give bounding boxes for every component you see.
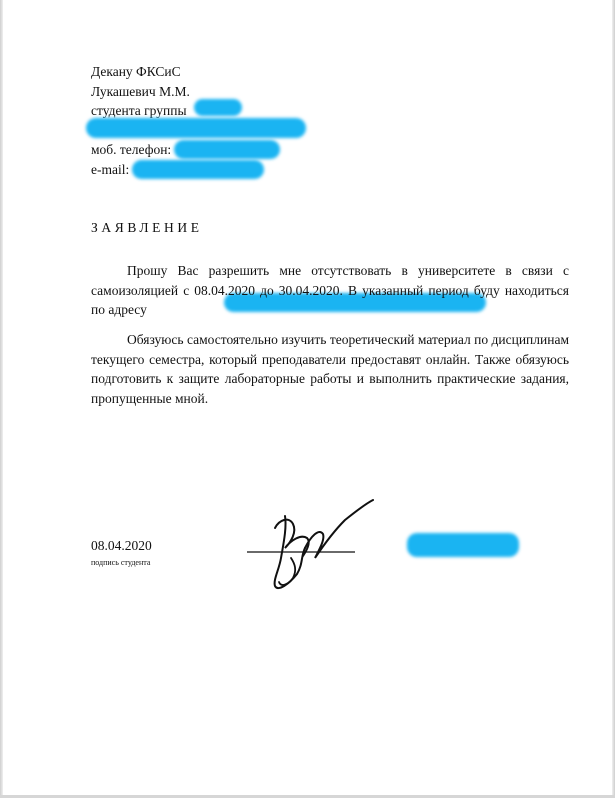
page-edge-left — [0, 0, 3, 798]
document-title: ЗАЯВЛЕНИЕ — [91, 220, 203, 235]
student-group-label: студента группы — [91, 103, 187, 118]
request-text: Прошу Вас разрешить мне отсутствовать в университете в связи с самоизоляцией с 08.04.2020 до 30.04.2020. В указанный период буду находиться по адресу — [91, 263, 569, 317]
addressee-dean: Декану ФКСиС — [91, 64, 181, 79]
redaction-email — [132, 160, 264, 179]
commitment-paragraph — [91, 330, 569, 408]
redaction-group — [194, 99, 242, 116]
document-date: 08.04.2020 — [91, 538, 152, 553]
email-label: e-mail: — [91, 161, 130, 177]
redaction-phone — [174, 140, 280, 159]
redaction-student-name — [86, 118, 306, 138]
request-paragraph — [91, 261, 569, 320]
handwritten-signature — [245, 498, 385, 598]
signature-caption: подпись студента — [91, 558, 151, 567]
phone-label: моб. телефон: — [91, 142, 172, 157]
addressee-name: Лукашевич М.М. — [91, 83, 190, 99]
commitment-text: Обязуюсь самостоятельно изучить теоретический материал по дисциплинам текущего семестра, который преподаватели предоставят онлайн. Также обязуюсь подготовить к защите лабораторные работы и выполнить практические задания, пропущенные мной. — [91, 332, 569, 406]
redaction-signature-name — [407, 533, 519, 557]
